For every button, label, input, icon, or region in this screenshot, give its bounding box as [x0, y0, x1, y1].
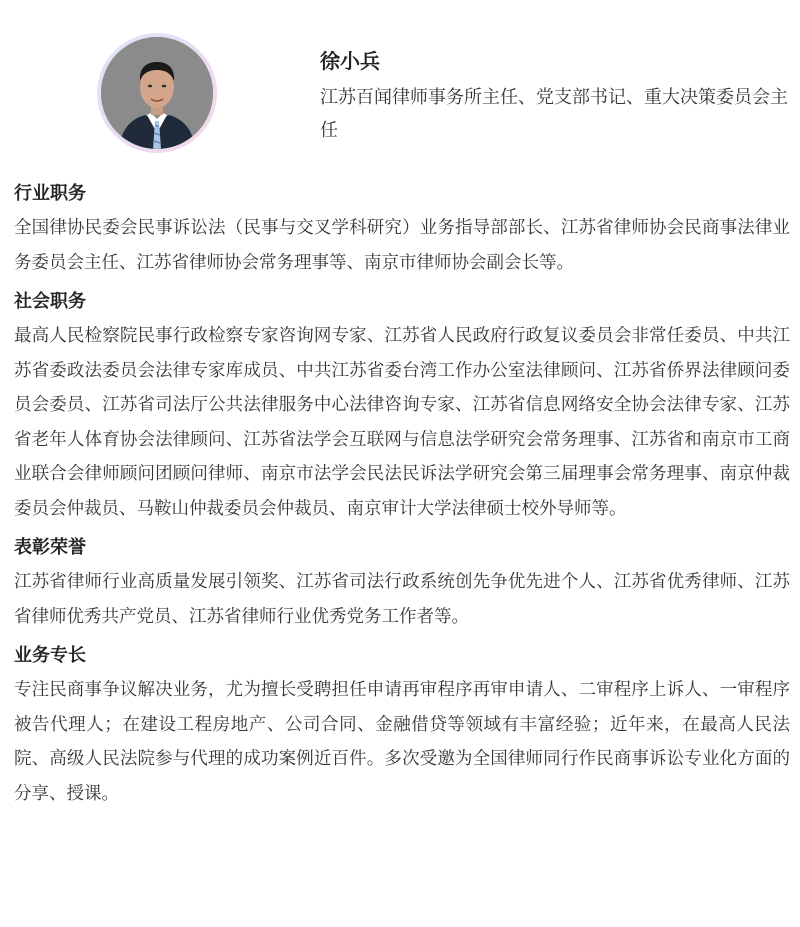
section-industry-positions: [14, 177, 790, 280]
person-title: 江苏百闻律师事务所主任、党支部书记、重大决策委员会主任: [320, 87, 788, 141]
section-heading: 业务专长: [14, 645, 86, 666]
section-text: 专注民商事争议解决业务，尤为擅长受聘担任申请再审程序再审申请人、二审程序上诉人、一审程序被告代理人；在建设工程房地产、公司合同、金融借贷等领域有丰富经验；近年来，在最高人民法院、高级人民法院参与代理的成功案例近百件。多次受邀为全国律师同行作民商事诉讼专业化方面的分享、授课。: [14, 680, 790, 804]
profile-header: [0, 0, 800, 160]
section-text: 全国律协民委会民事诉讼法（民事与交叉学科研究）业务指导部部长、江苏省律师协会民商事法律业务委员会主任、江苏省律师协会常务理事等、南京市律师协会副会长等。: [14, 218, 790, 273]
section-heading: 社会职务: [14, 291, 86, 312]
person-name: 徐小兵: [320, 49, 380, 73]
section-text: 最高人民检察院民事行政检察专家咨询网专家、江苏省人民政府行政复议委员会非常任委员、中共江苏省委政法委员会法律专家库成员、中共江苏省委台湾工作办公室法律顾问、江苏省侨界法律顾问委员会委员、江苏省司法厅公共法律服务中心法律咨询专家、江苏省信息网络安全协会法律专家、江苏省老年人体育协会法律顾问、江苏省法学会互联网与信息法学研究会常务理事、江苏省和南京市工商业联合会律师顾问团顾问律师、南京市法学会民法民诉法学研究会第三届理事会常务理事、南京仲裁委员会仲裁员、马鞍山仲裁委员会仲裁员、南京审计大学法律硕士校外导师等。: [14, 326, 790, 519]
avatar-ring: [97, 33, 217, 153]
portrait-photo: [101, 37, 213, 149]
section-text: 江苏省律师行业高质量发展引领奖、江苏省司法行政系统创先争优先进个人、江苏省优秀律师、江苏省律师优秀共产党员、江苏省律师行业优秀党务工作者等。: [14, 572, 790, 627]
avatar: [101, 37, 213, 149]
section-heading: 表彰荣誉: [14, 537, 86, 558]
section-social-positions: [14, 285, 790, 526]
section-honors: [14, 531, 790, 634]
section-expertise: [14, 639, 790, 811]
bio-content: [14, 177, 790, 816]
section-heading: 行业职务: [14, 183, 86, 204]
